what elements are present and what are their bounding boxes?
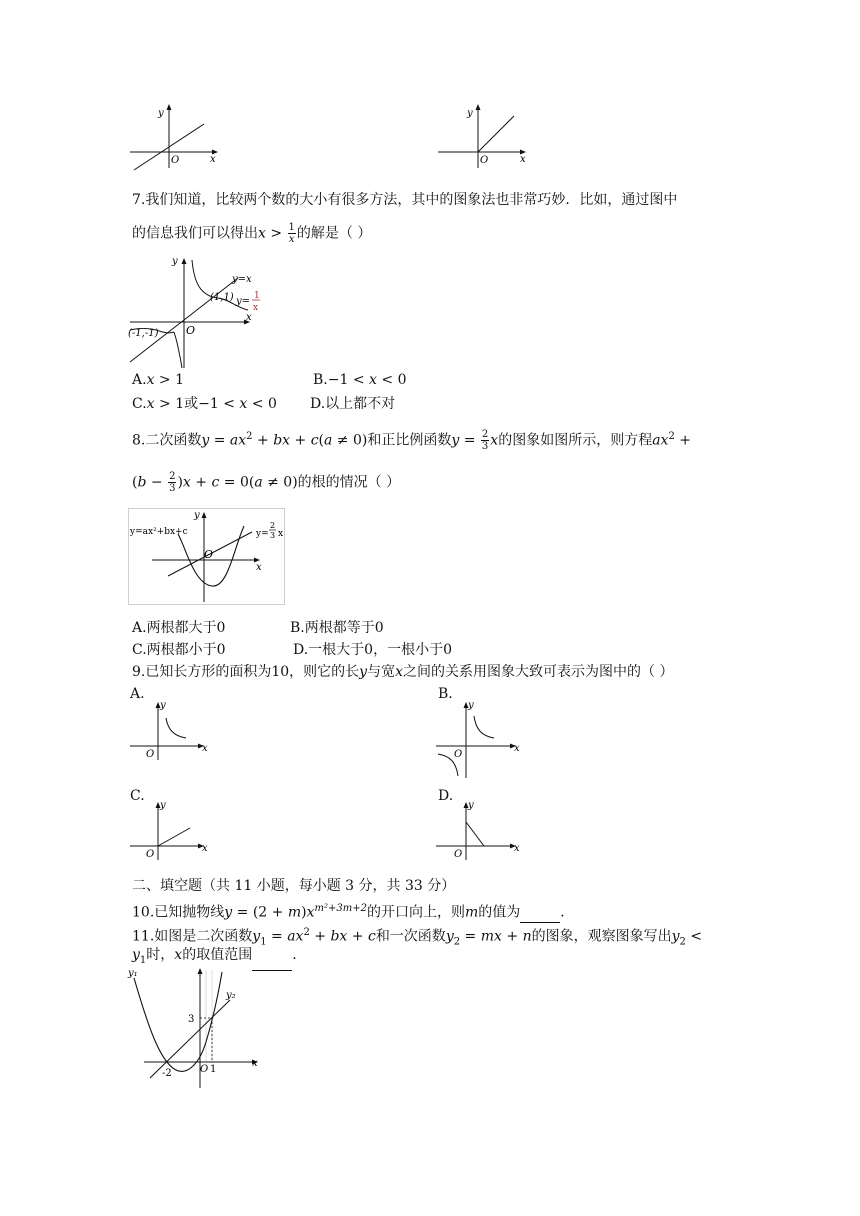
q7-line1: 7.我们知道，比较两个数的大小有很多方法，其中的图象法也非常巧妙．比如，通过图中	[132, 192, 678, 208]
q8-option-b: B.两根都等于0	[290, 620, 384, 636]
q8-graph	[128, 508, 286, 606]
q9-graph-d	[434, 800, 524, 860]
svg-text:x: x	[514, 843, 520, 854]
svg-text:2: 2	[270, 521, 276, 530]
section-2-title: 二、填空题（共 11 小题，每小题 3 分，共 33 分）	[132, 878, 456, 894]
q9-option-d-label: D.	[438, 788, 454, 804]
label-y-equals-x: y=x	[232, 274, 252, 285]
tick-1: 1	[210, 1064, 217, 1075]
svg-text:y: y	[160, 800, 166, 811]
q10-text: 10.已知抛物线$y = (2 + m)x^{m^2+3m+2}$的开口向上，则m的值为 .	[132, 903, 565, 921]
label-y-eq-1-over-x: y=	[236, 296, 251, 307]
q7-option-a: A.x > 1	[132, 372, 185, 388]
svg-text:3: 3	[270, 531, 276, 540]
q9-text: 9.已知长方形的面积为10，则它的长y与宽x之间的关系用图象大致可表示为图中的（ ）	[132, 664, 674, 680]
y-axis-label: y	[194, 510, 200, 521]
tick-neg2: -2	[162, 1068, 172, 1079]
q7-line2-pre: 的信息我们可以得出	[132, 225, 258, 242]
svg-text:y: y	[160, 700, 166, 711]
svg-text:1: 1	[254, 291, 260, 301]
q7-option-d: D.以上都不对	[310, 396, 396, 412]
x-axis-label: x	[210, 154, 216, 165]
origin-label: O	[200, 1064, 209, 1075]
q9-option-a-label: A.	[130, 686, 145, 702]
svg-text:O: O	[146, 749, 155, 760]
svg-text:x: x	[253, 303, 259, 313]
q8-line2: (b − $\frac{2}{3}$ )x + c = 0(a ≠ 0)的根的情况（ ）	[132, 471, 401, 494]
tick-3: 3	[188, 1014, 195, 1025]
svg-text:O: O	[454, 849, 463, 860]
svg-text:x: x	[202, 743, 208, 754]
label-y1: y₁	[128, 968, 138, 979]
q9-option-b-label: B.	[438, 686, 453, 702]
q9-option-c-label: C.	[130, 788, 145, 804]
q9-graph-b	[434, 700, 524, 780]
q6-graph-right	[436, 100, 536, 170]
label-line: y=	[256, 529, 269, 539]
y-axis-label: y	[172, 256, 178, 267]
origin-label: O	[204, 548, 214, 561]
svg-text:y: y	[468, 800, 474, 811]
label-point-neg1-neg1: (-1,-1)	[128, 328, 159, 339]
x-axis-label: x	[246, 312, 252, 323]
q10-answer-blank[interactable]	[520, 908, 560, 923]
q6-graph-left	[128, 100, 228, 170]
svg-text:x: x	[514, 743, 520, 754]
q8-option-c: C.两根都小于0	[132, 642, 226, 658]
label-quadratic: y=ax²+bx+c	[130, 527, 188, 537]
x-axis-label: x	[520, 154, 526, 165]
origin-label: O	[186, 324, 196, 337]
q9-graph-c	[128, 800, 218, 860]
q7-option-c: C.x > 1或−1 < x < 0	[132, 396, 277, 412]
svg-text:y: y	[468, 700, 474, 711]
x-axis-label: x	[256, 562, 262, 573]
q9-graph-a	[128, 700, 218, 760]
y-axis-label: y	[158, 108, 164, 119]
q7-line2-post: 的解是（ ）	[296, 225, 372, 242]
origin-label: O	[480, 155, 489, 166]
svg-text:O: O	[454, 749, 463, 760]
origin-label: O	[171, 155, 180, 166]
label-point-1-1: (1,1)	[210, 292, 234, 303]
label-y2: y₂	[226, 990, 236, 1001]
x-axis-label: x	[252, 1058, 258, 1069]
q11-line2: $y_1$时，x的取值范围 .	[132, 945, 297, 971]
q7-graph	[128, 252, 263, 370]
q11-line1: 11.如图是二次函数$y_1 = ax^2$ + bx + c和一次函数$y_2$ = mx + n的图象，观察图象写出$y_2$ <	[132, 927, 703, 948]
svg-text:x: x	[202, 843, 208, 854]
svg-text:O: O	[146, 849, 155, 860]
q11-graph	[126, 966, 266, 1090]
q8-option-d: D.一根大于0，一根小于0	[293, 642, 452, 658]
y-axis-label: y	[467, 108, 473, 119]
q8-option-a: A.两根都大于0	[132, 620, 226, 636]
q8-line1: 8.二次函数$y = ax^2$ + bx + c(a ≠ 0)和正比例函数y = $\frac{2}{3}$ x的图象如图所示，则方程$ax^2$ +	[132, 429, 692, 453]
svg-text:x: x	[278, 529, 284, 539]
q7-line2: 的信息我们可以得出x > $\frac{1}{x}$ 的解是（ ）	[132, 222, 372, 245]
q7-option-b: B.−1 < x < 0	[313, 372, 407, 388]
